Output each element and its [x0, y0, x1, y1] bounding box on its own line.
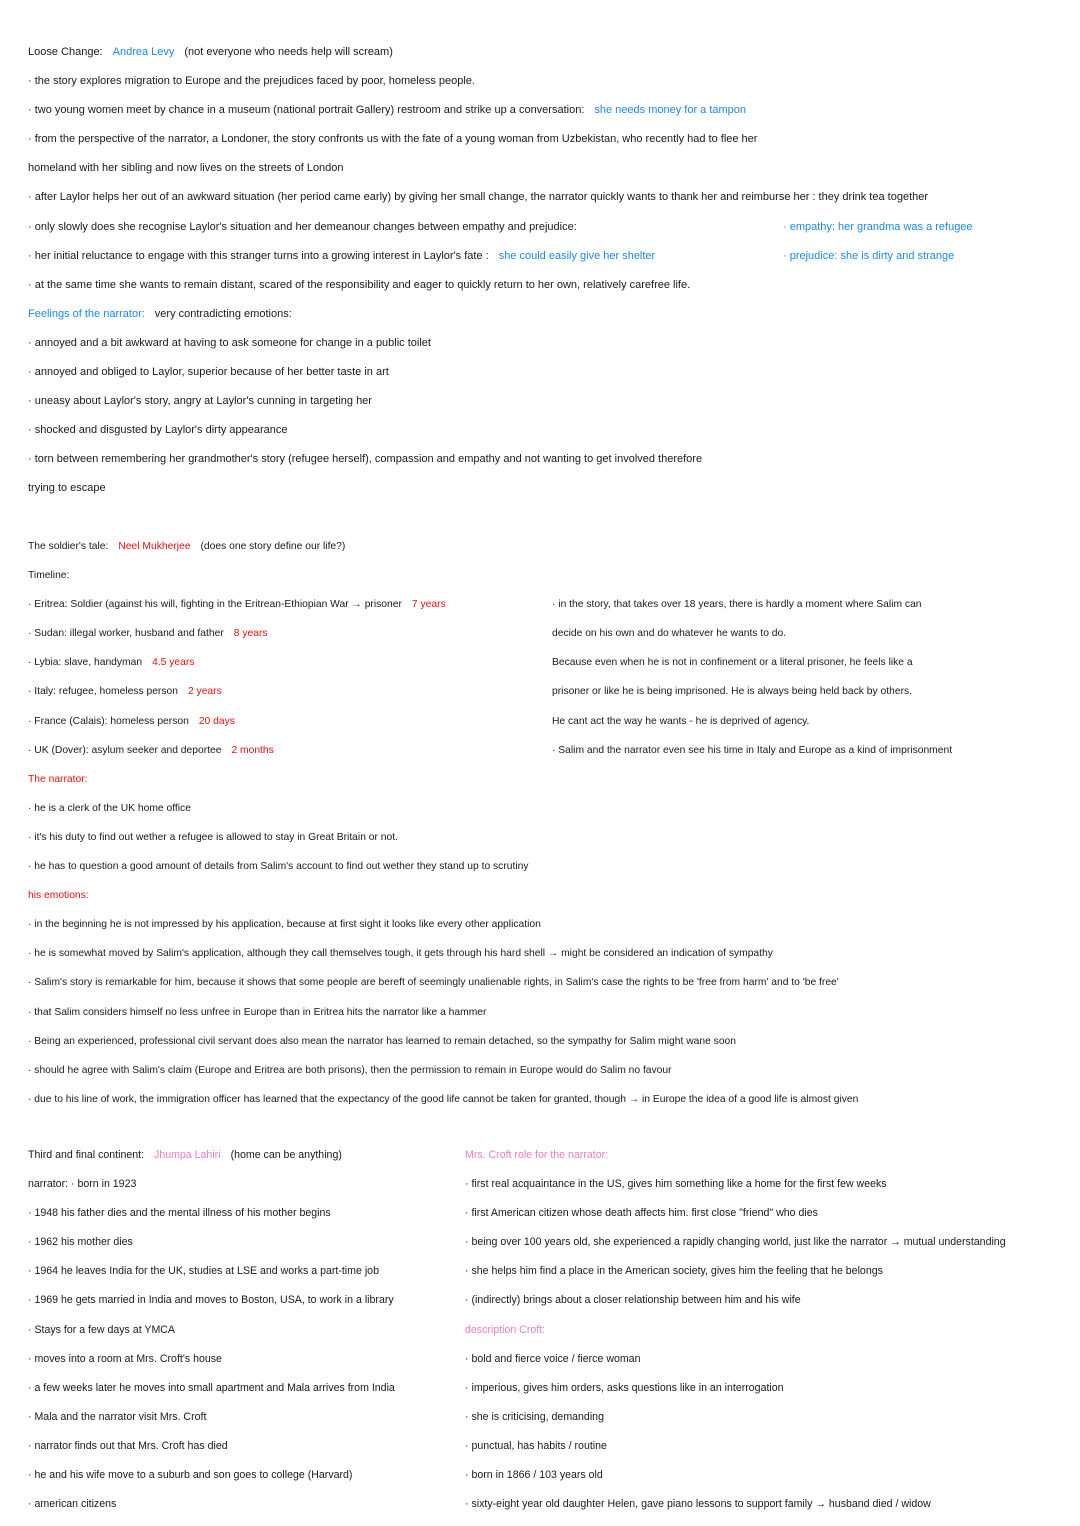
side-note: · empathy: her grandma was a refugee — [783, 220, 973, 233]
note-line: homeland with her sibling and now lives on the streets of London — [28, 162, 344, 175]
subheading: The narrator: — [28, 773, 88, 785]
note-line: · after Laylor helps her out of an awkward situation (her period came early) by giving her small change, the narrator quickly wants to thank her and reimburse her : they drink tea together — [28, 191, 929, 204]
note-line: · narrator finds out that Mrs. Croft has died — [28, 1439, 228, 1452]
note-line: He cant act the way he wants - he is deprived of agency. — [552, 715, 810, 727]
note-line: · the story explores migration to Europe and the prejudices faced by poor, homeless people. — [28, 75, 475, 88]
story-subtitle: (not everyone who needs help will scream) — [184, 46, 393, 58]
note-line: · it's his duty to find out wether a refugee is allowed to stay in Great Britain or not. — [28, 831, 398, 843]
note-line: · 1964 he leaves India for the UK, studies at LSE and works a part-time job — [28, 1265, 379, 1278]
note-line: · 1948 his father dies and the mental illness of his mother begins — [28, 1207, 331, 1220]
note-line: · from the perspective of the narrator, a Londoner, the story confronts us with the fate of a young woman from Uzbekistan, who recently had to flee her — [28, 133, 758, 146]
note-line: decide on his own and do whatever he wants to do. — [552, 628, 787, 640]
note-highlight: she could easily give her shelter — [498, 249, 656, 262]
side-note: · prejudice: she is dirty and strange — [783, 249, 955, 262]
story-heading — [28, 532, 1068, 561]
timeline-commentary — [552, 590, 952, 765]
note-line: · Being an experienced, professional civil servant does also mean the narrator has learned to remain detached, so the sympathy for Salim might wane soon — [28, 1035, 737, 1047]
note-line: · in the beginning he is not impressed by his application, because at first sight it looks like every other application — [28, 919, 541, 931]
note-line: · she helps him find a place in the American society, gives him the feeling that he belongs — [465, 1265, 883, 1278]
note-line: · a few weeks later he moves into small apartment and Mala arrives from India — [28, 1381, 395, 1394]
story-title: Third and final continent: — [28, 1149, 145, 1161]
note-line: · punctual, has habits / routine — [465, 1439, 607, 1452]
note-line: · torn between remembering her grandmother's story (refugee herself), compassion and empathy and not wanting to get involved therefore — [28, 453, 703, 466]
note-line — [28, 242, 955, 271]
note-line: · he has to question a good amount of details from Salim's account to find out wether they stand up to scrutiny — [28, 861, 529, 873]
duration: 2 years — [187, 686, 222, 698]
author: Jhumpa Lahiri — [154, 1149, 221, 1161]
note-line: · should he agree with Salim's claim (Europe and Eritrea are both prisons), then the permission to remain in Europe would do Salim no favour — [28, 1064, 672, 1076]
section-loose-change — [28, 38, 973, 504]
note-text: · her initial reluctance to engage with this stranger turns into a growing interest in Laylor's fate : — [28, 249, 489, 262]
note-line: · born in 1866 / 103 years old — [465, 1469, 603, 1482]
note-line: · (indirectly) brings about a closer relationship between him and his wife — [465, 1294, 801, 1307]
note-line: · sixty-eight year old daughter Helen, gave piano lessons to support family → husband died / widow — [465, 1498, 931, 1511]
timeline-label: Timeline: — [28, 570, 70, 582]
subheading: his emotions: — [28, 890, 89, 902]
note-line — [28, 96, 928, 125]
note-line: · that Salim considers himself no less unfree in Europe than in Eritrea hits the narrator like a hammer — [28, 1006, 487, 1018]
subheading — [28, 300, 928, 329]
note-line: · first real acquaintance in the US, gives him something like a home for the first few weeks — [465, 1178, 887, 1191]
note-line: · uneasy about Laylor's story, angry at Laylor's cunning in targeting her — [28, 395, 372, 408]
note-line: prisoner or like he is being imprisoned. He is always being held back by others. — [552, 686, 913, 698]
timeline-text: · France (Calais): homeless person — [28, 715, 189, 727]
subheading-label: Feelings of the narrator: — [28, 307, 145, 320]
note-line: trying to escape — [28, 482, 106, 495]
note-line: · Salim and the narrator even see his time in Italy and Europe as a kind of imprisonment — [552, 744, 953, 756]
note-line: narrator: · born in 1923 — [28, 1178, 137, 1191]
note-line: · first American citizen whose death affects him. first close "friend" who dies — [465, 1207, 818, 1220]
note-text: very contradicting emotions: — [154, 307, 292, 320]
duration: 7 years — [411, 599, 446, 611]
note-line: · 1962 his mother dies — [28, 1236, 133, 1249]
story-heading — [28, 38, 928, 67]
note-line: · annoyed and obliged to Laylor, superior because of her better taste in art — [28, 366, 389, 379]
note-line: Because even when he is not in confinement or a literal prisoner, he feels like a — [552, 657, 913, 669]
note-line: · he is a clerk of the UK home office — [28, 802, 191, 814]
note-highlight: she needs money for a tampon — [594, 104, 747, 117]
note-line: · he is somewhat moved by Salim's application, although they call themselves tough, it gets through his hard shell → might be considered an indication of sympathy — [28, 948, 773, 960]
note-line: · at the same time she wants to remain distant, scared of the responsibility and eager to quickly return to her own, relatively carefree life. — [28, 278, 691, 291]
right-column — [465, 1141, 1006, 1519]
note-line: · due to his line of work, the immigration officer has learned that the expectancy of the good life cannot be taken for granted, though → in Europe the idea of a good life is almost given — [28, 1093, 859, 1105]
story-subtitle: (home can be anything) — [230, 1149, 342, 1161]
note-line: · being over 100 years old, she experienced a rapidly changing world, just like the narrator → mutual understanding — [465, 1236, 1006, 1249]
note-line: · american citizens — [28, 1498, 117, 1511]
timeline — [28, 590, 1068, 765]
timeline-text: · Lybia: slave, handyman — [28, 657, 143, 669]
subheading: Mrs. Croft role for the narrator: — [465, 1149, 609, 1161]
note-line: · he and his wife move to a suburb and son goes to college (Harvard) — [28, 1469, 353, 1482]
note-line: · shocked and disgusted by Laylor's dirty appearance — [28, 424, 288, 437]
story-subtitle: (does one story define our life?) — [200, 541, 346, 552]
duration: 2 months — [231, 744, 274, 756]
timeline-text: · Eritrea: Soldier (against his will, fighting in the Eritrean-Ethiopian War → prisoner — [28, 599, 402, 611]
duration: 20 days — [198, 715, 235, 727]
timeline-text: · Italy: refugee, homeless person — [28, 686, 178, 698]
note-text: · two young women meet by chance in a museum (national portrait Gallery) restroom and strike up a conversation: — [28, 104, 585, 117]
subheading: description Croft: — [465, 1323, 546, 1336]
story-title: The soldier's tale: — [28, 541, 109, 552]
author: Neel Mukherjee — [118, 541, 191, 552]
section-soldiers-tale — [28, 532, 1068, 1114]
note-line: · bold and fierce voice / fierce woman — [465, 1352, 641, 1365]
note-line: · Salim's story is remarkable for him, because it shows that some people are bereft of seemingly unalienable rights, in Salim's case the rights to be 'free from harm' and to 'be free' — [28, 977, 839, 989]
note-text: · only slowly does she recognise Laylor's situation and her demeanour changes between empathy and prejudice: — [28, 220, 577, 233]
note-line: · 1969 he gets married in India and moves to Boston, USA, to work in a library — [28, 1294, 394, 1307]
story-title: Loose Change: — [28, 46, 103, 58]
author: Andrea Levy — [112, 46, 175, 58]
note-line: · imperious, gives him orders, asks questions like in an interrogation — [465, 1381, 784, 1394]
timeline-text: · UK (Dover): asylum seeker and deportee — [28, 744, 222, 756]
note-line: · Mala and the narrator visit Mrs. Croft — [28, 1410, 207, 1423]
note-line: · she is criticising, demanding — [465, 1410, 604, 1423]
duration: 8 years — [233, 628, 268, 640]
note-line: · Stays for a few days at YMCA — [28, 1323, 175, 1336]
timeline-text: · Sudan: illegal worker, husband and father — [28, 628, 224, 640]
section-third-continent — [28, 1141, 1078, 1519]
note-line: · moves into a room at Mrs. Croft's house — [28, 1352, 222, 1365]
note-line: · annoyed and a bit awkward at having to ask someone for change in a public toilet — [28, 336, 431, 349]
duration: 4.5 years — [152, 657, 195, 669]
note-line — [28, 213, 973, 242]
note-line: · in the story, that takes over 18 years, there is hardly a moment where Salim can — [552, 599, 922, 611]
